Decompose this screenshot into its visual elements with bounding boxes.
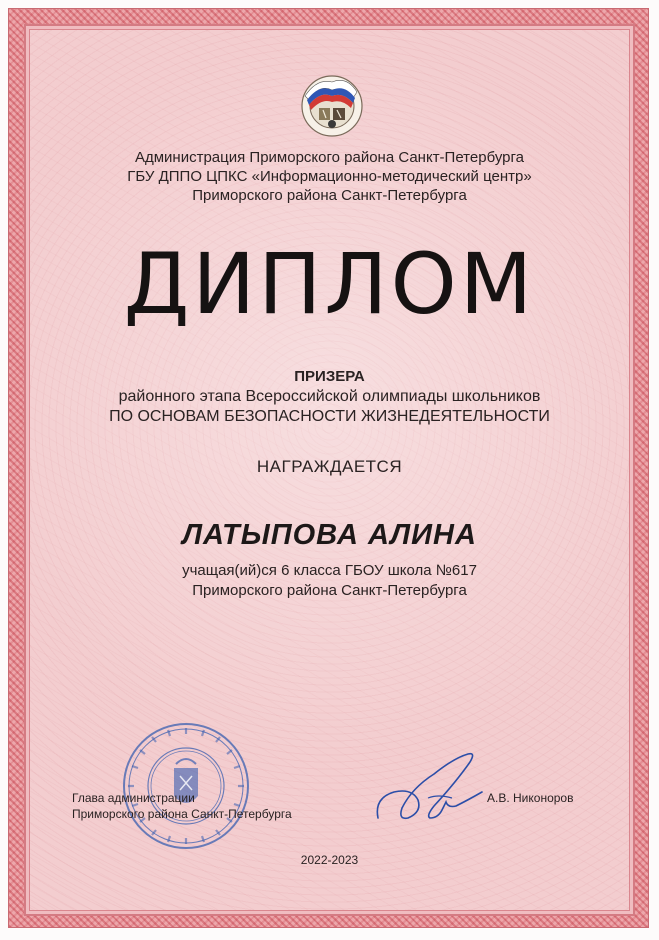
official-seal-icon	[120, 720, 252, 852]
signatory-title	[72, 790, 292, 822]
award-description	[0, 387, 659, 427]
organization-line-2: ГБУ ДППО ЦПКС «Информационно-методический центр»	[127, 168, 532, 185]
recipient-name: ЛАТЫПОВА АЛИНА	[182, 519, 477, 551]
award-kind: ПРИЗЕРА	[294, 368, 365, 385]
award-line-1: районного этапа Всероссийской олимпиады школьников	[118, 388, 541, 405]
organization-header	[0, 148, 659, 205]
signature-icon	[372, 748, 490, 828]
organization-line-3: Приморского района Санкт-Петербурга	[192, 187, 467, 204]
award-line-2: ПО ОСНОВАМ БЕЗОПАСНОСТИ ЖИЗНЕДЕЯТЕЛЬНОСТИ	[109, 408, 550, 425]
recipient-school-line-1: учащая(ий)ся 6 класса ГБОУ школа №617	[182, 562, 477, 579]
signatory-title-line-2: Приморского района Санкт-Петербурга	[72, 807, 292, 821]
recipient-school-line-2: Приморского района Санкт-Петербурга	[192, 582, 467, 599]
organization-line-1: Администрация Приморского района Санкт-Петербурга	[134, 149, 524, 166]
awarded-label: НАГРАЖДАЕТСЯ	[256, 457, 403, 476]
olympiad-emblem-icon	[295, 70, 369, 138]
diploma-title: ДИПЛОМ	[123, 235, 536, 333]
signatory-title-line-1: Глава администрации	[72, 791, 195, 805]
academic-year: 2022-2023	[300, 853, 359, 867]
recipient-school	[0, 561, 659, 601]
signatory-name: А.В. Никоноров	[487, 791, 574, 805]
